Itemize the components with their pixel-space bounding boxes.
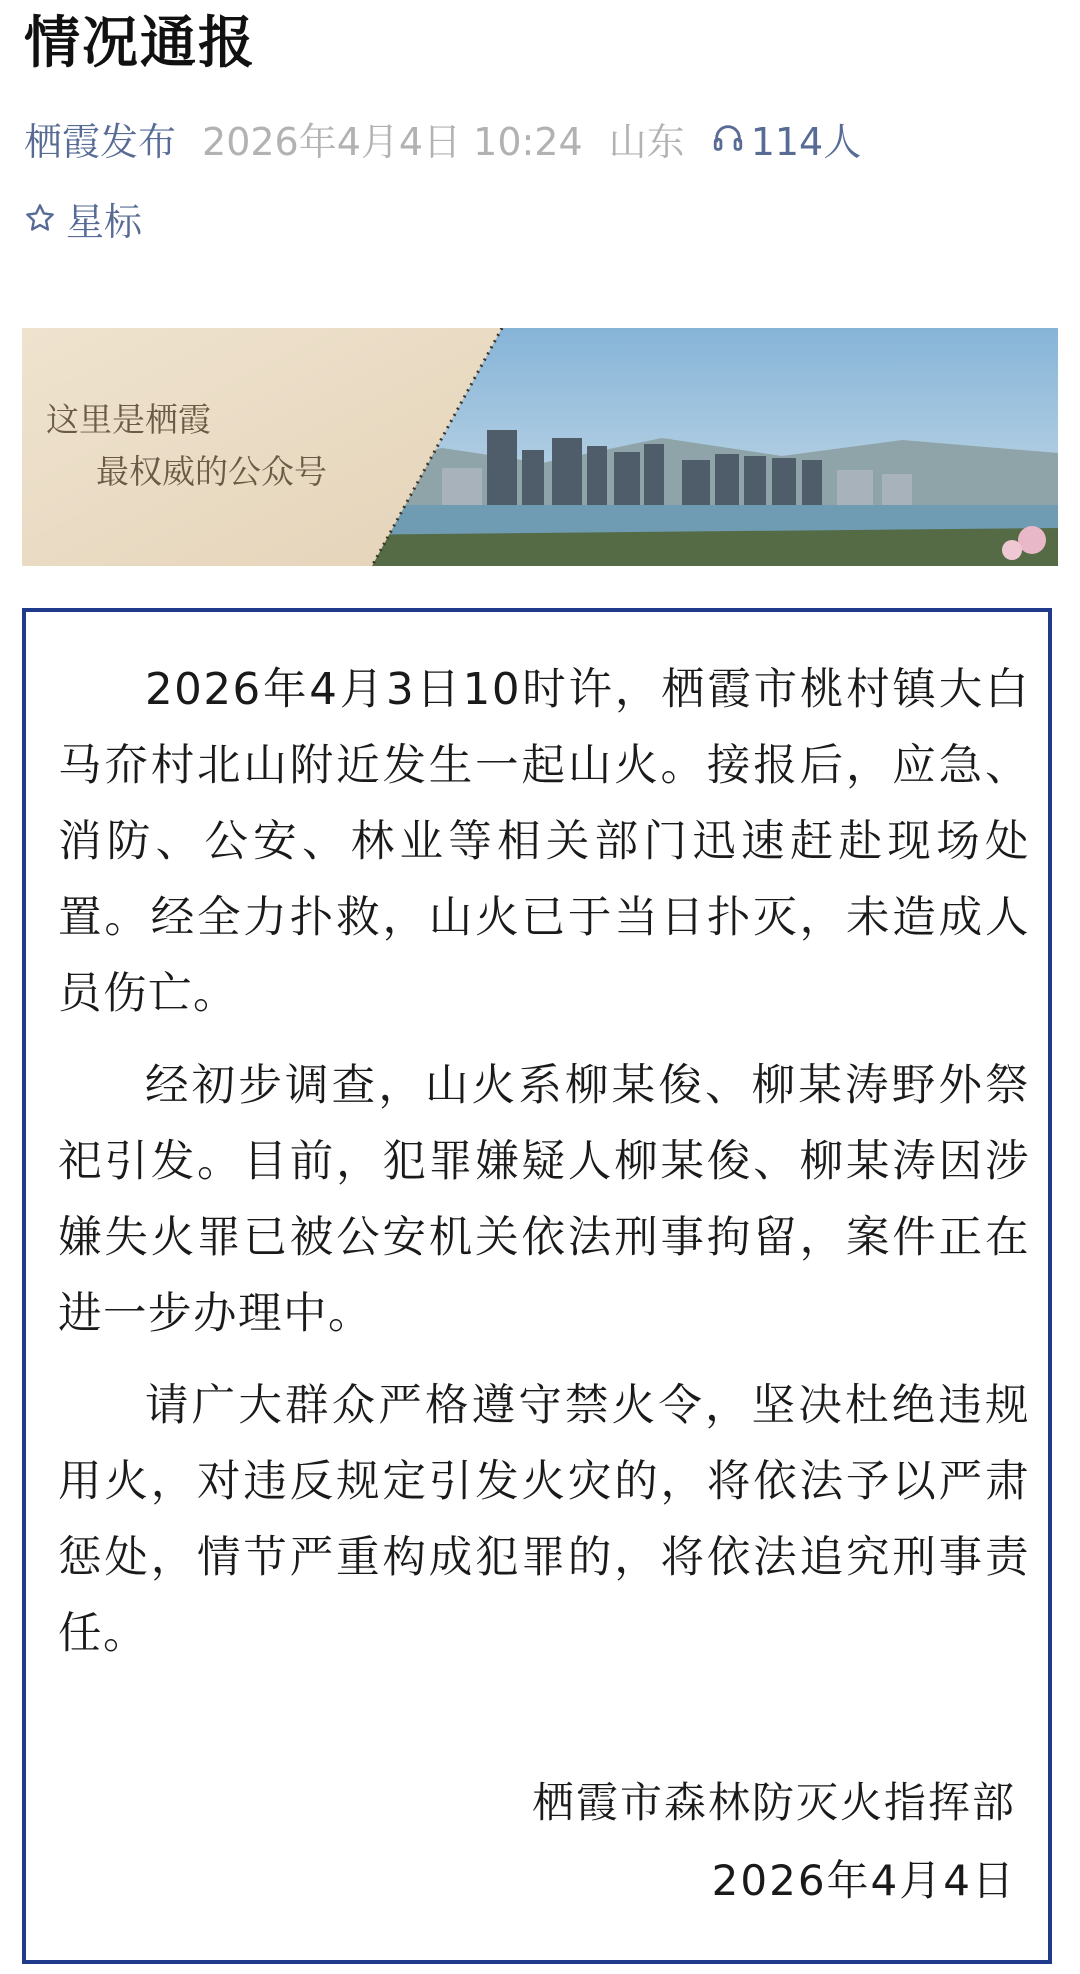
header-banner [22, 328, 1058, 566]
notice-paragraph: 请广大群众严格遵守禁火令，坚决杜绝违规用火，对违反规定引发火灾的，将依法予以严肃惩处，情节严重构成犯罪的，将依法追究刑事责任。 [58, 1381, 1030, 1659]
star-button[interactable] [24, 190, 142, 246]
notice-content-box [22, 608, 1052, 1964]
star-outline-icon [24, 202, 56, 234]
listen-count: 114人 [750, 119, 862, 164]
article-meta [24, 110, 861, 166]
notice-paragraph: 2026年4月3日10时许，栖霞市桃村镇大白马夼村北山附近发生一起山火。接报后，应急、消防、公安、林业等相关部门迅速赶赴现场处置。经全力扑救，山火已于当日扑灭，未造成人员伤亡。 [58, 665, 1030, 1019]
publish-location: 山东 [608, 119, 685, 164]
signature-date: 2026年4月4日 [711, 1856, 1016, 1905]
publish-time: 2026年4月4日 10:24 [202, 119, 583, 164]
signature-organization: 栖霞市森林防灭火指挥部 [531, 1778, 1016, 1827]
listen-button[interactable] [711, 111, 862, 166]
banner-slogan-line-1: 这里是栖霞 [46, 400, 211, 439]
page-title: 情况通报 [24, 11, 256, 76]
headphones-icon [711, 121, 745, 155]
star-label: 星标 [66, 199, 143, 244]
account-name-link[interactable]: 栖霞发布 [24, 119, 177, 164]
banner-slogan-line-2: 最权威的公众号 [96, 452, 327, 491]
notice-paragraph: 经初步调查，山火系柳某俊、柳某涛野外祭祀引发。目前，犯罪嫌疑人柳某俊、柳某涛因涉嫌失火罪已被公安机关依法刑事拘留，案件正在进一步办理中。 [58, 1061, 1030, 1339]
